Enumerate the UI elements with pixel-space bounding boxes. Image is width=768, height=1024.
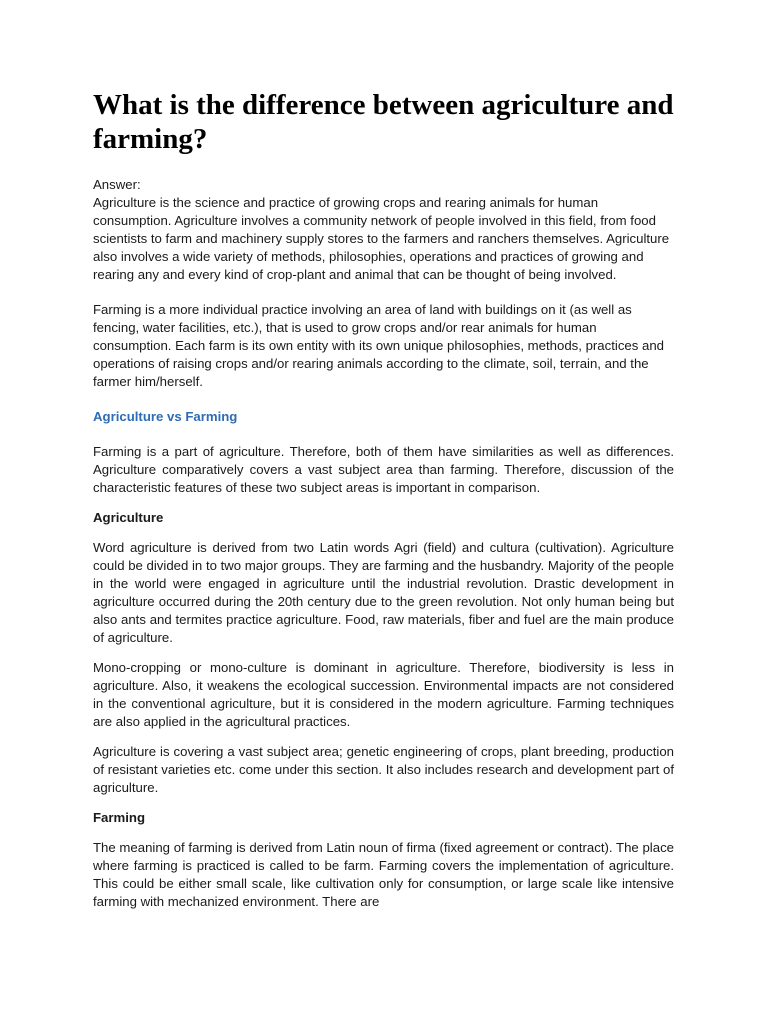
intro-paragraph-farming: Farming is a more individual practice involving an area of land with buildings on it (as well as fencing, water facilities, etc.), that is used to grow crops and/or rear animals for human consumption. Each farm is its own entity with its own unique philosophies, methods, practices and operations of raising crops and/or rearing animals according to the climate, soil, terrain, and the farmer him/herself.: [93, 302, 665, 389]
agriculture-paragraph-2: Mono-cropping or mono-culture is dominant in agriculture. Therefore, biodiversity is less in agriculture. Also, it weakens the ecological succession. Environmental impacts are not considered in the conventional agriculture, but it is considered in the modern agriculture. Farming techniques are also applied in the agricultural practices.: [93, 660, 674, 729]
agriculture-heading: Agriculture: [93, 510, 164, 525]
agriculture-paragraph-3: Agriculture is covering a vast subject area; genetic engineering of crops, plant breeding, production of resistant varieties etc. come under this section. It also includes research and development part of agriculture.: [93, 744, 674, 795]
section-heading: Agriculture vs Farming: [93, 409, 238, 424]
farming-heading: Farming: [93, 810, 146, 825]
agriculture-paragraph-1: Word agriculture is derived from two Latin words Agri (field) and cultura (cultivation). Agriculture could be divided in to two major groups. They are farming and the husbandry. Majority of the people in the world were engaged in agriculture until the industrial revolution. Drastic development in agriculture occurred during the 20th century due to the green revolution. Not only human being but also ants and termites practice agriculture. Food, raw materials, fiber and fuel are the main produce of agriculture.: [93, 540, 674, 645]
section-intro-paragraph: Farming is a part of agriculture. Therefore, both of them have similarities as well as differences. Agriculture comparatively covers a vast subject area than farming. Therefore, discussion of the characteristic features of these two subject areas is important in comparison.: [93, 444, 674, 495]
document-title: What is the difference between agriculture and farming?: [93, 89, 674, 155]
intro-paragraph-agriculture: Agriculture is the science and practice of growing crops and rearing animals for human consumption. Agriculture involves a community network of people involved in this field, from food scientists to farm and machinery supply stores to the farmers and ranchers themselves. Agriculture also involves a wide variety of methods, philosophies, operations and practices of growing and rearing any and every kind of crop-plant and animal that can be thought of being involved.: [93, 195, 670, 282]
answer-label: Answer:: [93, 177, 141, 192]
document-page: [93, 88, 674, 911]
farming-paragraph-1: The meaning of farming is derived from Latin noun of firma (fixed agreement or contract). The place where farming is practiced is called to be farm. Farming covers the implementation of agriculture. This could be either small scale, like cultivation only for consumption, or large scale like intensive farming with mechanized environment. There are: [93, 840, 674, 909]
